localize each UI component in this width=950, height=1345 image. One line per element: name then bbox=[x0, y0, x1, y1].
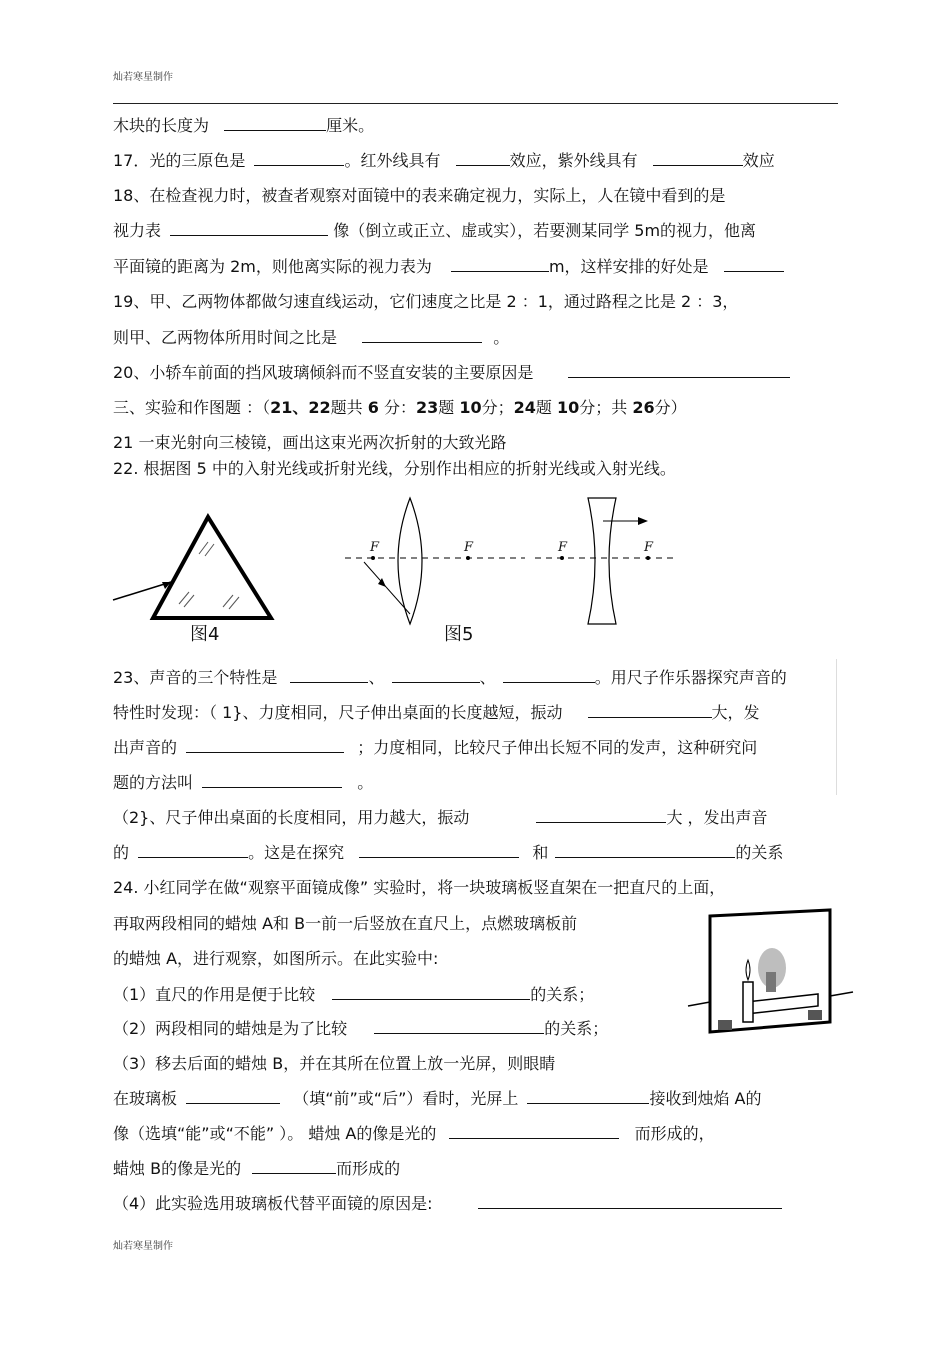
q20-line: 20、小轿车前面的挡风玻璃倾斜而不竖直安装的主要原因是 bbox=[113, 362, 790, 384]
q18-blank-1[interactable] bbox=[170, 221, 328, 236]
q23-box-edge bbox=[836, 659, 837, 795]
q23-blank-9[interactable] bbox=[359, 843, 519, 858]
q23-line-5: （2}、尺子伸出桌面的长度相同，用力越大，振动 大 ，发出声音 bbox=[113, 808, 768, 827]
q23-blank-3[interactable] bbox=[503, 668, 595, 683]
convex-lens-figure bbox=[340, 496, 530, 628]
q23-line-4: 题的方法叫 。 bbox=[113, 773, 374, 792]
q23-blank-10[interactable] bbox=[555, 843, 735, 858]
lens2-f-right-label: F bbox=[644, 540, 654, 555]
q23-line-6: 的 。这是在探究 和 的关系 bbox=[113, 843, 784, 862]
q23-blank-1[interactable] bbox=[290, 668, 368, 683]
ray-line bbox=[364, 562, 410, 614]
q24-blank-5[interactable] bbox=[449, 1124, 619, 1139]
q23-blank-8[interactable] bbox=[138, 843, 248, 858]
q19-blank[interactable] bbox=[362, 328, 482, 343]
q23-blank-7[interactable] bbox=[536, 808, 666, 823]
q24-blank-7[interactable] bbox=[478, 1194, 782, 1209]
q23-blank-6[interactable] bbox=[202, 773, 342, 788]
q22-line: 22. 根据图 5 中的入射光线或折射光线，分别作出相应的折射光线或入射光线。 bbox=[113, 459, 676, 478]
q23-blank-5[interactable] bbox=[186, 738, 344, 753]
candle-a-flame bbox=[746, 960, 750, 980]
q24-part-3-line-4: 蜡烛 B的像是光的 而形成的 bbox=[113, 1159, 401, 1178]
ray-arrow-2 bbox=[638, 517, 648, 525]
q24-blank-1[interactable] bbox=[332, 985, 530, 1000]
fig5-caption: 图5 bbox=[444, 624, 474, 645]
header-rule bbox=[113, 103, 838, 104]
q23-blank-2[interactable] bbox=[392, 668, 480, 683]
q19-line-1: 19、甲、乙两物体都做匀速直线运动，它们速度之比是 2 ：1，通过路程之比是 2 ：3， bbox=[113, 292, 739, 311]
q20-blank[interactable] bbox=[568, 363, 790, 378]
q24-part-1: （1）直尺的作用是便于比较 的关系； bbox=[113, 985, 595, 1004]
q17-blank-3[interactable] bbox=[653, 151, 729, 166]
footer-label: 灿若寒星制作 bbox=[113, 1241, 173, 1252]
q17-blank-1[interactable] bbox=[254, 151, 330, 166]
mirror-experiment-figure bbox=[688, 910, 853, 1050]
q19-line-2: 则甲、乙两物体所用时间之比是 。 bbox=[113, 328, 510, 347]
lens-f-right-label: F bbox=[464, 540, 474, 555]
prism-shape bbox=[153, 517, 271, 618]
ruler-line bbox=[830, 992, 853, 996]
lens2-f-left-label: F bbox=[558, 540, 568, 555]
q24-part-3-line-2: 在玻璃板 （填“前”或“后”）看时，光屏上 接收到烛焰 A的 bbox=[113, 1089, 762, 1108]
section3-heading: 三、实验和作图题 ：（21、22题共 6 分：23题 10分；24题 10分；共 26分） bbox=[113, 398, 687, 417]
q17-blank-2[interactable] bbox=[456, 151, 510, 166]
fig4-caption: 图4 bbox=[190, 624, 220, 645]
q24-blank-2[interactable] bbox=[374, 1019, 544, 1034]
q18-blank-2[interactable] bbox=[451, 257, 549, 272]
q16-line: 木块的长度为 厘米。 bbox=[113, 116, 375, 135]
q17-line: 17．光的三原色是 。红外线具有 效应，紫外线具有 效应 bbox=[113, 151, 775, 170]
q24-line-2: 再取两段相同的蜡烛 A和 B一前一后竖放在直尺上，点燃玻璃板前 bbox=[113, 914, 578, 933]
q18-line-2: 视力表 像（倒立或正立、虚或实），若要测某同学 5m的视力，他离 bbox=[113, 221, 757, 240]
q18-line-3: 平面镜的距离为 2m，则他离实际的视力表为 m，这样安排的好处是 bbox=[113, 256, 784, 278]
q24-part-2: （2）两段相同的蜡烛是为了比较 的关系； bbox=[113, 1019, 609, 1038]
header-label: 灿若寒星制作 bbox=[113, 72, 173, 83]
candle-a bbox=[743, 982, 753, 1022]
q24-blank-4[interactable] bbox=[527, 1089, 649, 1104]
q23-line-1: 23、声音的三个特性是 、 、 。用尺子作乐器探究声音的 bbox=[113, 668, 787, 687]
q21-line: 21 一束光射向三棱镜，画出这束光两次折射的大致光路 bbox=[113, 433, 507, 452]
lens-f-left-label: F bbox=[370, 540, 380, 555]
concave-lens-figure bbox=[530, 496, 680, 628]
q24-line-3: 的蜡烛 A，进行观察，如图所示。在此实验中: bbox=[113, 949, 439, 968]
candle-b bbox=[766, 972, 776, 992]
q24-part-3: （3）移去后面的蜡烛 B，并在其所在位置上放一光屏，则眼睛 bbox=[113, 1054, 556, 1073]
concave-lens bbox=[588, 498, 616, 624]
q18-blank-3[interactable] bbox=[724, 257, 784, 272]
q23-blank-4[interactable] bbox=[588, 703, 712, 718]
q23-line-3: 出声音的 ；力度相同，比较尺子伸出长短不同的发声，这种研究问 bbox=[113, 738, 758, 757]
q24-blank-6[interactable] bbox=[252, 1159, 336, 1174]
q23-line-2: 特性时发现：（ 1}、力度相同，尺子伸出桌面的长度越短，振动 大，发 bbox=[113, 703, 760, 722]
q24-part-4: （4）此实验选用玻璃板代替平面镜的原因是: bbox=[113, 1193, 782, 1215]
q24-line-1: 24. 小红同学在做“观察平面镜成像” 实验时，将一块玻璃板竖直架在一把直尺的上面， bbox=[113, 878, 726, 897]
q24-blank-3[interactable] bbox=[186, 1089, 280, 1104]
q18-line-1: 18、在检查视力时，被查者观察对面镜中的表来确定视力，实际上，人在镜中看到的是 bbox=[113, 186, 726, 205]
q16-blank[interactable] bbox=[224, 116, 308, 131]
q24-part-3-line-3: 像（选填“能”或“不能” ）。 蜡烛 A的像是光的 而形成的， bbox=[113, 1124, 715, 1143]
